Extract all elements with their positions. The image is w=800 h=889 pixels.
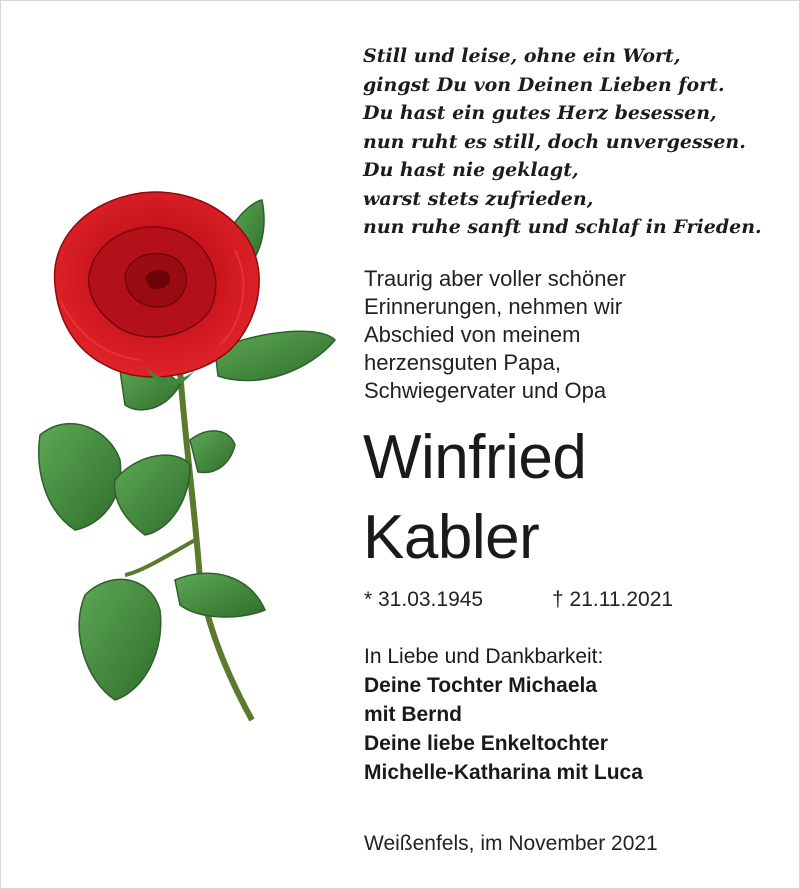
death-date: † 21.11.2021 (552, 588, 674, 611)
intro-line: Traurig aber voller schöner (364, 266, 627, 291)
poem-line: Du hast nie geklagt, (363, 159, 579, 181)
birth-date: * 31.03.1945 (364, 588, 484, 611)
place-and-date: Weißenfels, im November 2021 (364, 832, 658, 855)
poem-line: warst stets zufrieden, (363, 187, 594, 210)
mourners-block (364, 642, 643, 787)
deceased-name (363, 418, 586, 578)
poem-line: Du hast ein gutes Herz besessen, (363, 102, 717, 124)
memorial-poem (363, 42, 762, 242)
last-name: Kabler (363, 503, 540, 572)
poem-line: nun ruht es still, doch unvergessen. (363, 130, 746, 153)
red-rose-image (30, 180, 350, 740)
intro-line: herzensguten Papa, (364, 350, 561, 375)
intro-line: Abschied von meinem (364, 322, 581, 347)
intro-line: Erinnerungen, nehmen wir (364, 294, 623, 319)
poem-line: Still und leise, ohne ein Wort, (363, 45, 681, 67)
life-dates (364, 586, 674, 614)
poem-line: nun ruhe sanft und schlaf in Frieden. (363, 216, 762, 238)
mourner-line: mit Bernd (364, 703, 463, 726)
intro-line: Schwiegervater und Opa (364, 378, 607, 403)
mourners-heading: In Liebe und Dankbarkeit: (364, 645, 604, 668)
farewell-intro (364, 265, 626, 405)
poem-line: gingst Du von Deinen Lieben fort. (363, 73, 725, 96)
mourner-line: Deine liebe Enkeltochter (364, 732, 608, 755)
first-name: Winfried (363, 423, 587, 492)
mourner-line: Deine Tochter Michaela (364, 674, 598, 697)
mourner-line: Michelle-Katharina mit Luca (364, 761, 643, 784)
